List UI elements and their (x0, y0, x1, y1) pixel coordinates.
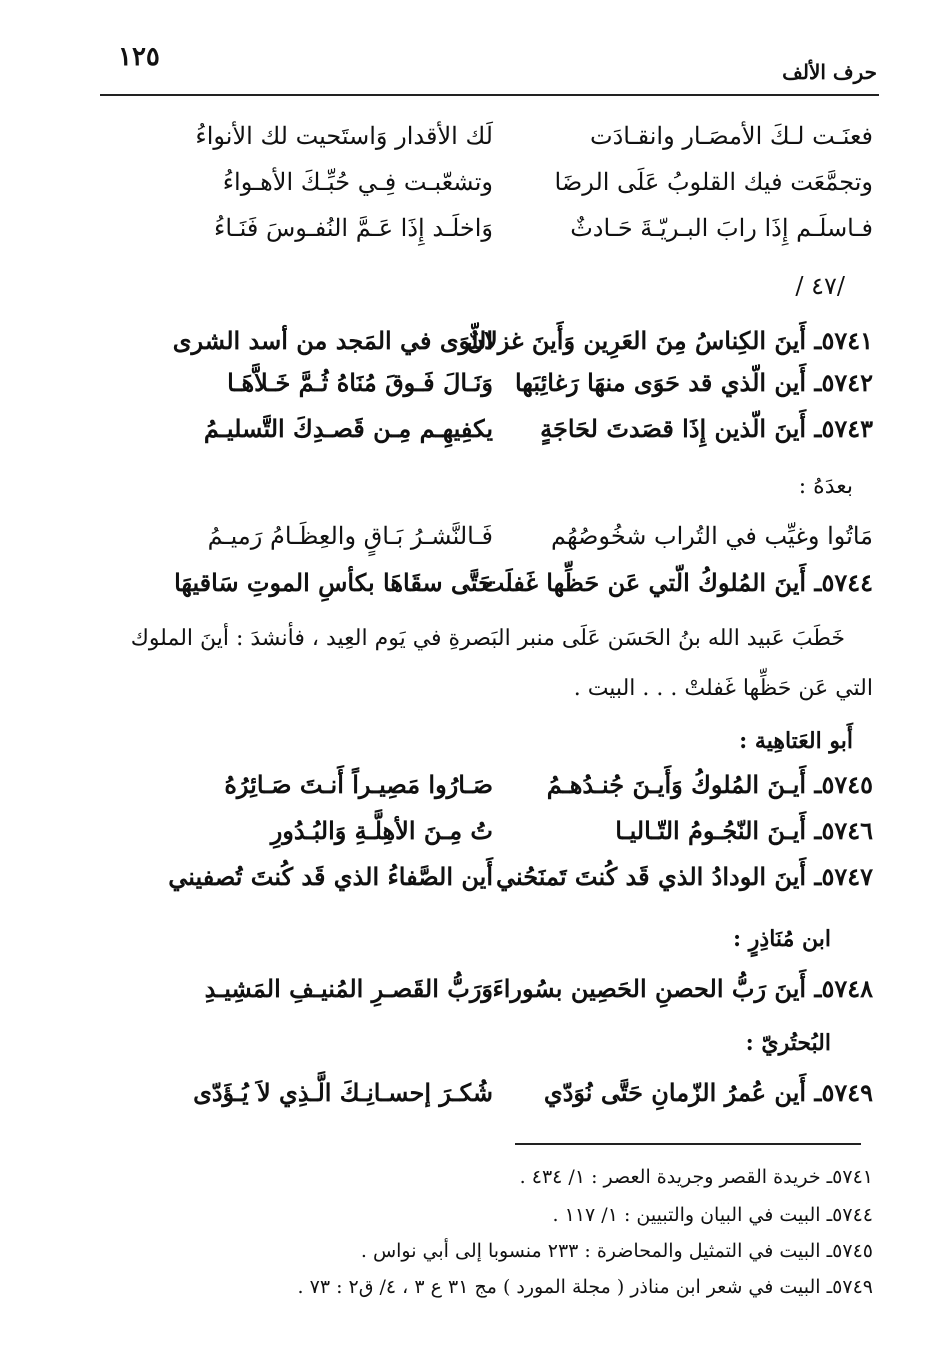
footnote: ٥٧٤٩ـ البيت في شعر ابن مناذر ( مجلة المورد ) مج ٣١ ع ٣ ، ٤/ ق٢ : ٧٣ . (297, 1276, 873, 1298)
verse-second-hemistich: شُكـرَ إحسـانِـكَ الَّـذِي لاَ يُـؤَدّى (193, 1078, 493, 1107)
verse-line (123, 974, 873, 1022)
verse-first-hemistich: فـاسلَـم إِذَا رابَ البـريّـةَ حَـادثٌ (570, 214, 873, 242)
verse-line (123, 168, 873, 216)
verse-first-hemistich: مَاتُوا وغيِّب في التُراب شخُوصُهُم (551, 522, 873, 550)
running-title: حرف الألف (782, 60, 877, 84)
verse-second-hemistich: يكفِيهِـم مِـن قَصـدِكَ التَّسليـمُ (203, 414, 493, 443)
footnote-rule (515, 1143, 861, 1145)
verse-first-hemistich: ٥٧٤٩ـ أَين عُمرُ الزّمانِ حَتَّى نُوَدّي (543, 1078, 873, 1107)
verse-first-hemistich: ٥٧٤٢ـ أَين الّذي قد حَوَى منهَا رَغائِبَها (514, 368, 873, 397)
footnote: ٥٧٤٤ـ البيت في البيان والتبيين : ١/ ١١٧ . (552, 1204, 873, 1226)
page-number: ١٢٥ (118, 42, 160, 72)
prose-line: خَطَبَ عَبيد الله بنُ الحَسَن عَلَى منبر البَصرةِ في يَوم العِيد ، فأنشدَ : أينَ الملوك (130, 626, 845, 651)
verse-first-hemistich: ٥٧٤٣ـ أَينَ الّذين إِذَا قصَدتَ لحَاجَةٍ (540, 414, 873, 443)
verse-second-hemistich: حَتَّى سقَاهَا بكأسِ الموتِ سَاقيهَا (174, 568, 493, 597)
footnote: ٥٧٤١ـ خريدة القصر وجريدة العصر : ١/ ٤٣٤ . (519, 1166, 873, 1188)
poet-label: أَبو العَتاهِية : (739, 728, 853, 754)
verse-line (123, 122, 873, 170)
verse-first-hemistich: ٥٧٤٦ـ أَيـنَ النّجُـومُ التّـاليـا (615, 816, 873, 845)
verse-first-hemistich: ٥٧٤٧ـ أَينَ الودادُ الذي قَد كُنتَ تَمنَحُني (496, 862, 873, 891)
verse-line (123, 326, 873, 374)
verse-second-hemistich: وَنَـالَ فَـوقَ مُنَاهُ ثُـمَّ خَـلاَّهَـا (227, 368, 493, 397)
verse-second-hemistich: وتشعّبـت فِـي حُبِّـكَ الأهـواءُ (222, 168, 493, 196)
verse-first-hemistich: ٥٧٤٨ـ أَينَ رَبُّ الحصنِ الحَصِين بسُوراءَ (492, 974, 873, 1003)
verse-second-hemistich: وَاخلَـد إِذَا عَـمَّ النُفـوسَ فَنَـاءُ (214, 214, 493, 242)
verse-first-hemistich: ٥٧٤١ـ أَينَ الكِناسُ مِنَ العَرِين وَأَينَ غزلانٌ (466, 326, 873, 355)
verse-line (123, 816, 873, 864)
verse-second-hemistich: وَرَبُّ القَصـرِ المُنيـفِ المَشِيـدِ (204, 974, 493, 1003)
verse-second-hemistich: فَـالنَّشـرُ بَـاقٍ والعِظَـامُ رَميـمُ (207, 522, 493, 550)
poet-label: ابن مُنَاذِرٍ : (733, 926, 831, 952)
page-reference: /٤٧ / (795, 272, 845, 300)
verse-first-hemistich: ٥٧٤٤ـ أَينَ المُلوكُ الّتي عَن حَظِّها غَفلَت (481, 568, 873, 597)
verse-second-hemistich: أَين الصَّفاءُ الذي قَد كُنتَ تُصفيني (168, 862, 493, 891)
verse-line (123, 770, 873, 818)
header-rule (100, 94, 879, 96)
verse-line (123, 368, 873, 416)
verse-line (123, 522, 873, 570)
verse-second-hemistich: اللّوَى في المَجد من أسد الشرى (172, 326, 493, 355)
verse-line (123, 1078, 873, 1126)
verse-line (123, 414, 873, 462)
prose-line: التي عَن حَظِّها غَفلتْ . . . البيت . (573, 676, 873, 701)
verse-line (123, 214, 873, 262)
verse-second-hemistich: لَك الأقدار وَاستَحيت لك الأنواءُ (195, 122, 493, 150)
verse-first-hemistich: فعنَـت لـكَ الأمصَـار وانقـادَت (589, 122, 873, 150)
verse-second-hemistich: صَـارُوا مَصِيـراً أَنـتَ صَـائِرُهُ (224, 770, 493, 799)
verse-line (123, 862, 873, 910)
verse-line (123, 568, 873, 616)
verse-first-hemistich: وتجمَّعَت فيك القلوبُ عَلَى الرضَا (554, 168, 873, 196)
verse-second-hemistich: تُ مِـنَ الأهِلَّـةِ وَالبُـدُورِ (270, 816, 493, 845)
verse-first-hemistich: ٥٧٤٥ـ أَيـنَ المُلوكُ وَأَيـنَ جُنـدُهـمُ (546, 770, 873, 799)
label-baada: بعدَهُ : (798, 474, 853, 499)
poet-label: البُحتُريّ : (745, 1030, 831, 1056)
footnote: ٥٧٤٥ـ البيت في التمثيل والمحاضرة : ٢٣٣ منسوبا إلى أبي نواس . (360, 1240, 873, 1262)
